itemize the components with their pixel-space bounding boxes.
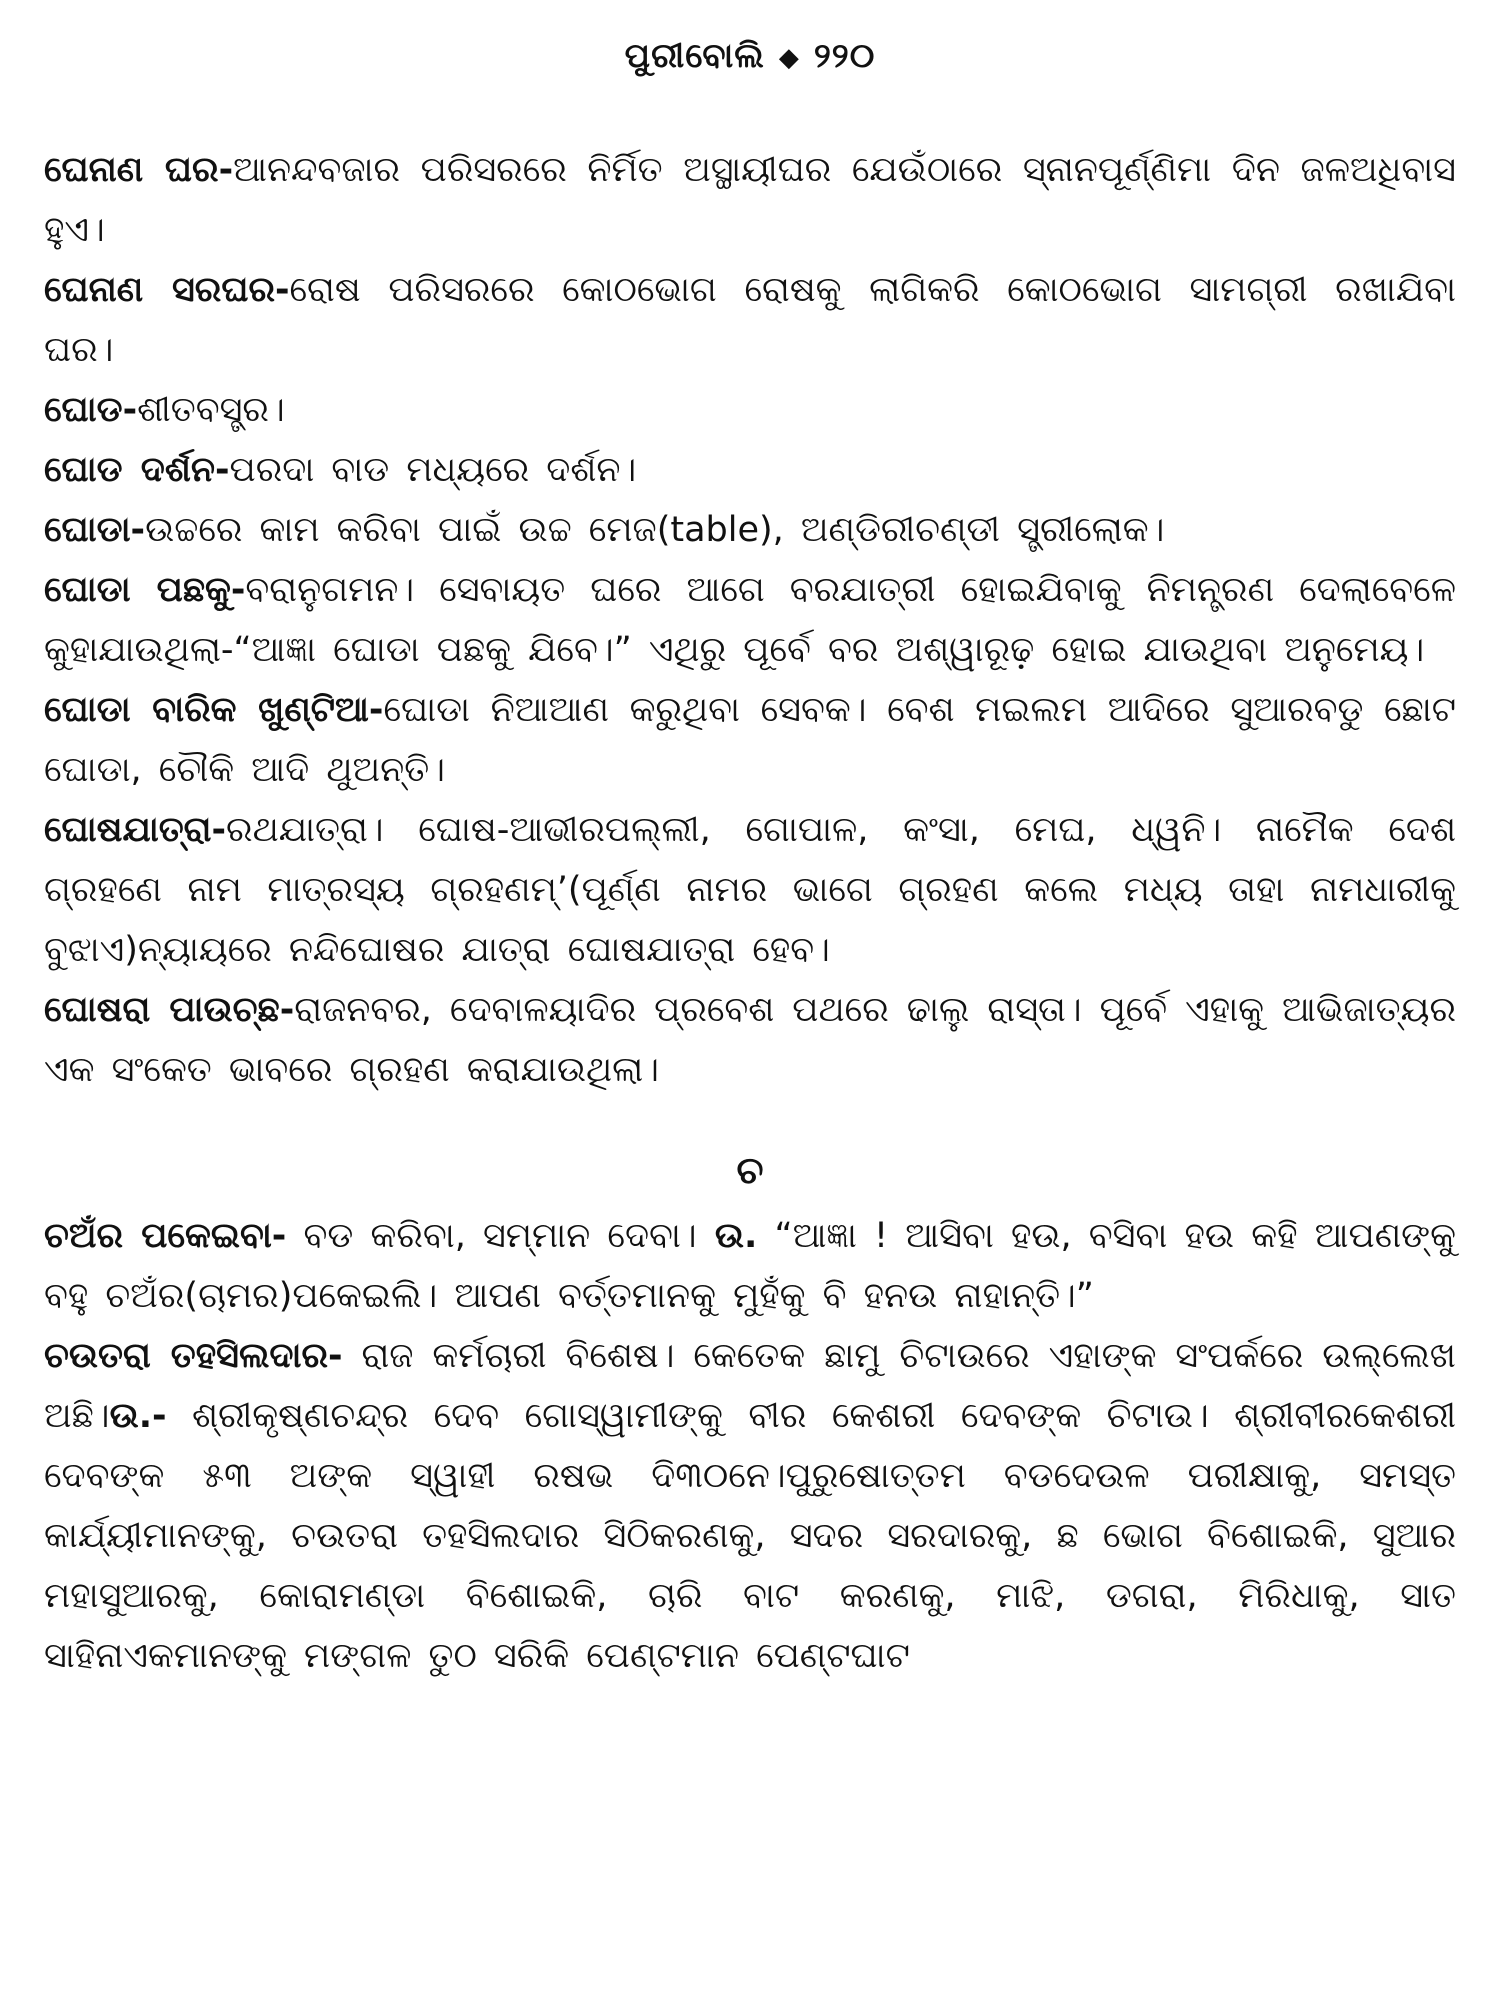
entry-headword: ଚଅଁର ପକେଇବା- — [44, 1216, 287, 1256]
page-body — [44, 140, 1456, 1686]
entry-definition: ରାଜନବର, ଦେବାଳୟାଦିର ପ୍ରବେଶ ପଥରେ ଢାଲୁ ରାସ୍ତା। ପୂର୍ବେ ଏହାକୁ ଆଭିଜାତ୍ୟର ଏକ ସଂକେତ ଭାବରେ ଗ୍ରହଣ କରାଯାଉଥିଲା। — [44, 990, 1456, 1090]
entry-headword: ଘୋଡ ଦର୍ଶନ- — [44, 450, 230, 490]
example-marker: ଉ.- — [109, 1396, 167, 1436]
entry-definition: ରଥଯାତ୍ରା। ଘୋଷ-ଆଭୀରପଲ୍ଲୀ, ଗୋପାଳ, କଂସା, ମେଘ, ଧ୍ୱନି। ନାମୈକ ଦେଶ ଗ୍ରହଣେ ନାମ ମାତ୍ରସ୍ୟ ଗ୍ରହଣମ୍’(ପୂର୍ଣ୍ଣ ନାମର ଭାଗେ ଗ୍ରହଣ କଲେ ମଧ୍ୟ ତାହା ନାମଧାରୀକୁ ବୁଝାଏ)ନ୍ୟାୟରେ ନନ୍ଦିଘୋଷର ଯାତ୍ରା ଘୋଷଯାତ୍ରା ହେବ। — [44, 810, 1456, 970]
entry-example: ଶ୍ରୀକୃଷ୍ଣଚନ୍ଦ୍ର ଦେବ ଗୋସ୍ୱାମୀଙ୍କୁ ବୀର କେଶରୀ ଦେବଙ୍କ ଚିଟାଉ। ଶ୍ରୀବୀରକେଶରୀ ଦେବଙ୍କ ୫୩ ଅଙ୍କ ସ୍ୱାହୀ ରଷଭ ଦି୩୦ନେ।ପୁରୁଷୋତ୍ତମ ବଡଦେଉଳ ପରୀକ୍ଷାକୁ, ସମସ୍ତ କାର୍ଯ୍ୟୀମାନଙ୍କୁ, ଚଉତରା ତହସିଲଦାର ସିଠିକରଣକୁ, ସଦର ସରଦାରକୁ, ଛ ଭୋଗ ବିଶୋଇକି, ସୁଆର ମହାସୁଆରକୁ, କୋରାମଣ୍ଡା ବିଶୋଇକି, ଚାରି ବାଟ କରଣକୁ, ମାଝି, ଡଗରା, ମିରିଧାକୁ, ସାତ ସାହିନାଏକମାନଙ୍କୁ ମଙ୍ଗଳ ତୁଠ ସରିକି ପେଣ୍ଟମାନ ପେଣ୍ଟଘାଟ — [44, 1396, 1456, 1676]
entry-definition: ବଡ କରିବା, ସମ୍ମାନ ଦେବା। — [286, 1216, 697, 1256]
entry-headword: ଘୋଡା- — [44, 510, 146, 550]
entry-headword: ଚଉତରା ତହସିଲଦାର- — [44, 1336, 343, 1376]
dictionary-entry — [44, 560, 1456, 680]
page-number: ୨୨୦ — [813, 36, 876, 76]
entry-headword: ଘୋଡ- — [44, 390, 138, 430]
entry-definition: ରୋଷ ପରିସରରେ କୋଠଭୋଗ ରୋଷକୁ ଲାଗିକରି କୋଠଭୋଗ ସାମଗ୍ରୀ ରଖାଯିବା ଘର। — [44, 270, 1456, 370]
entry-example: “ଆଜ୍ଞା ! ଆସିବା ହଉ, ବସିବା ହଉ କହି ଆପଣଙ୍କୁ ବହୁ ଚଅଁର(ଚାମର)ପକେଇଲି। ଆପଣ ବର୍ତ୍ତମାନକୁ ମୁହଁକୁ ବି ହନଉ ନାହାନ୍ତି।” — [44, 1216, 1457, 1316]
entry-definition: ଘୋଡା ନିଆଆଣ କରୁଥିବା ସେବକ। ବେଶ ମଇଲମ ଆଦିରେ ସୁଆରବଡୁ ଛୋଟ ଘୋଡା, ଚୌକି ଆଦି ଥୁଅନ୍ତି। — [44, 690, 1456, 790]
running-header — [0, 36, 1500, 76]
entry-headword: ଘେନାଣ ଘର- — [44, 150, 234, 190]
dictionary-entry — [44, 260, 1456, 380]
entry-headword: ଘୋଡା ବାରିକ ଖୁଣ୍ଟିଆ- — [44, 690, 384, 730]
entry-headword: ଘୋଡା ପଛକୁ- — [44, 570, 246, 610]
entry-headword: ଘୋଷଯାତ୍ରା- — [44, 810, 227, 850]
entry-headword: ଘୋଷରା ପାଉଚ୍ଛ- — [44, 990, 295, 1030]
section-letter-heading: ଚ — [736, 1148, 764, 1192]
dictionary-entry — [44, 440, 1456, 500]
entry-definition: ରାଜ କର୍ମଚାରୀ ବିଶେଷ। କେତେକ ଛାମୁ ଚିଟାଉରେ ଏହାଙ୍କ ସଂପର୍କରେ ଉଲ୍ଲେଖ ଅଛି। — [44, 1336, 1456, 1436]
dictionary-entry — [44, 680, 1456, 800]
dictionary-entry — [44, 980, 1456, 1100]
entry-definition: ଶୀତବସ୍ତ୍ର। — [137, 390, 285, 430]
entry-definition: ଆନନ୍ଦବଜାର ପରିସରରେ ନିର୍ମିତ ଅସ୍ଥାୟୀଘର ଯେଉଁଠାରେ ସ୍ନାନପୂର୍ଣ୍ଣିମା ଦିନ ଜଳଅଧିବାସ ହୁଏ। — [44, 150, 1456, 250]
dictionary-entry — [44, 140, 1456, 260]
separator-diamond-icon: ◆ — [778, 42, 800, 73]
entry-definition: ବରାନୁଗମନ। ସେବାୟତ ଘରେ ଆଗେ ବରଯାତ୍ରୀ ହୋଇଯିବାକୁ ନିମନ୍ତ୍ରଣ ଦେଲାବେଳେ କୁହାଯାଉଥିଲା-“ଆଜ୍ଞା ଘୋଡା ପଛକୁ ଯିବେ।” ଏଥିରୁ ପୂର୍ବେ ବର ଅଶ୍ୱାରୂଢ଼ ହୋଇ ଯାଉଥିବା ଅନୁମେୟ। — [44, 570, 1456, 670]
example-marker: ଉ. — [696, 1216, 758, 1256]
entry-definition: ପରଦା ବାଡ ମଧ୍ୟରେ ଦର୍ଶନ। — [229, 450, 637, 490]
entry-headword: ଘେନାଣ ସରଘର- — [44, 270, 290, 310]
dictionary-entry — [44, 380, 1456, 440]
book-title: ପୁରୀବୋଲି — [624, 36, 765, 76]
entry-definition: ଉଚ୍ଚରେ କାମ କରିବା ପାଇଁ ଉଚ୍ଚ ମେଜ(table), ଅଣ୍ଡିରୀଚଣ୍ଡୀ ସ୍ତ୍ରୀଲୋକ। — [145, 510, 1165, 550]
dictionary-entry — [44, 800, 1456, 980]
dictionary-entry — [44, 1326, 1456, 1686]
dictionary-entry — [44, 500, 1456, 560]
dictionary-entry — [44, 1206, 1456, 1326]
